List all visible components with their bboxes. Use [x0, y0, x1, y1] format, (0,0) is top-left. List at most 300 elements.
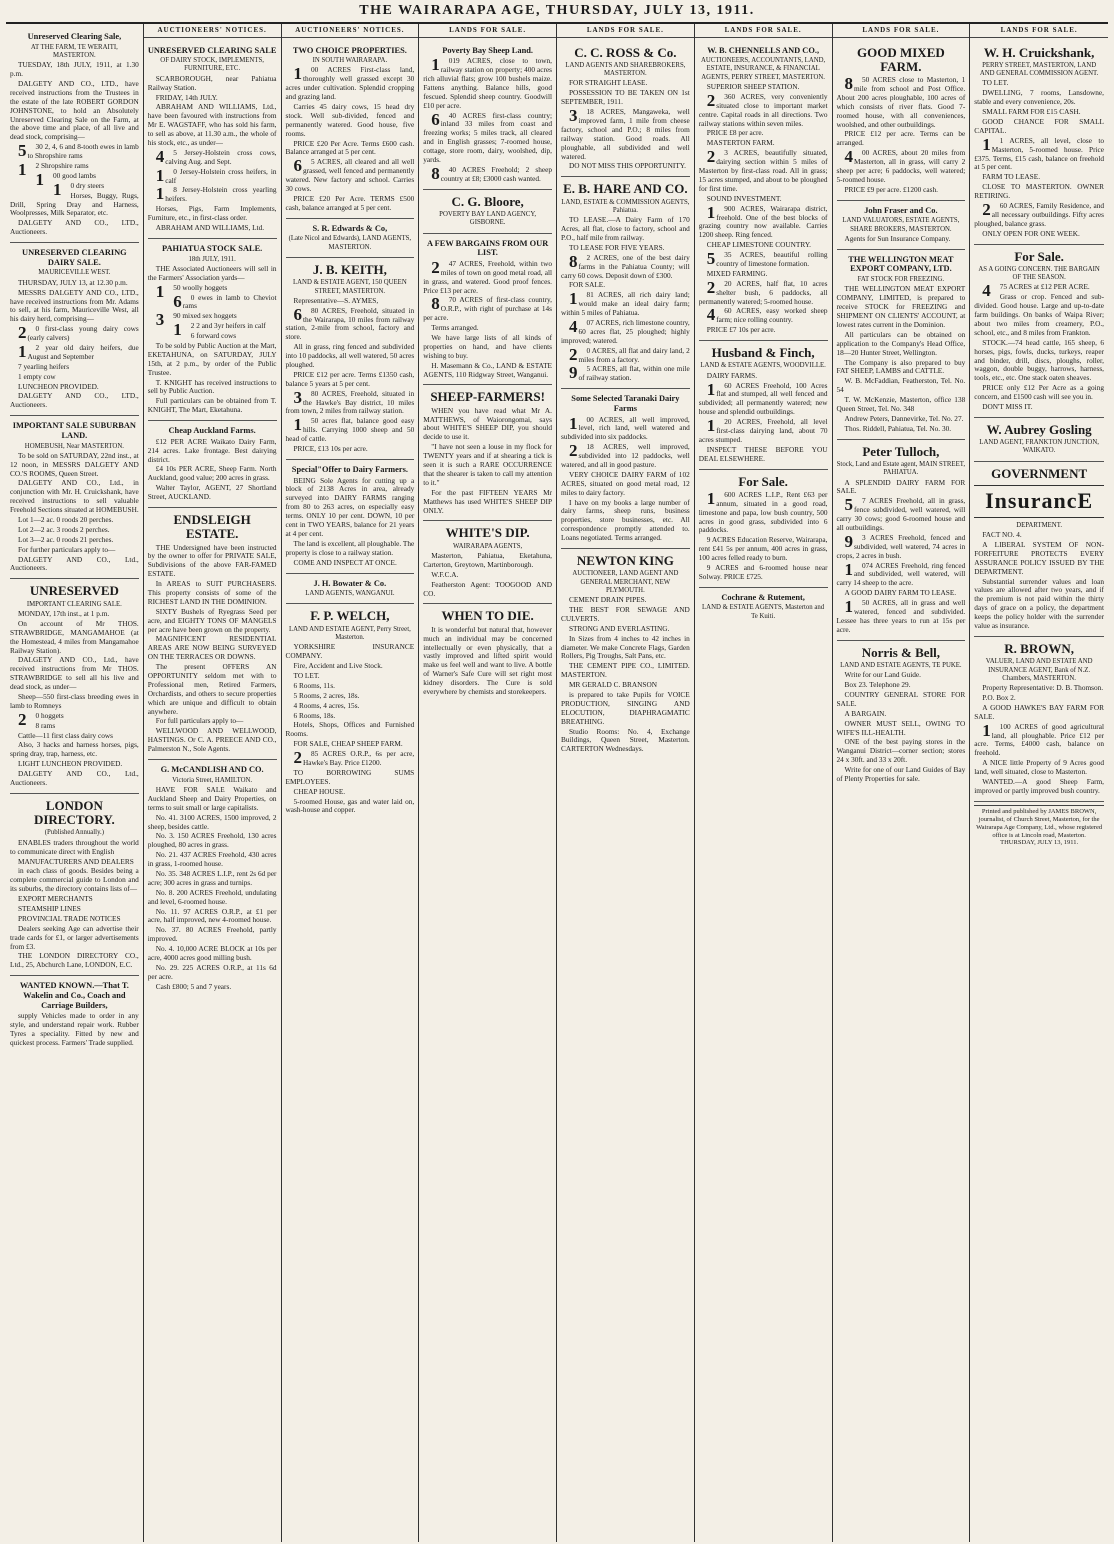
ad-text-line: MONDAY, 17th inst., at 1 p.m.: [18, 608, 110, 618]
ad-text-line: ONE of the best paying stores in the Wanganui District—corner section; stores 24 x 30ft. and 33 x 20ft.: [836, 737, 966, 765]
ad-text-line: Write for one of our Land Guides of Bay of Plenty Properties for sale.: [836, 765, 966, 784]
ad-text-line: 2360 ACRES, very conveniently situated close to important market centre. Capital roads in all directions. Two railway stations within seven miles.: [698, 90, 828, 128]
ad-text-line: Horses, Pigs, Farm Implements, Furniture, etc., in first-class order.: [147, 204, 277, 223]
ad-text-line: DWELLING, 7 rooms, Lansdowne, stable and every convenience, 20s.: [974, 88, 1104, 107]
ad-text-line: FACT NO. 4.: [982, 530, 1022, 540]
ad-text-line: The present OFFERS AN OPPORTUNITY seldom met with to Professional men, Retired Farmers, Orchardists, and others to secure properties which are unique and difficult to obtain anywhere.: [147, 662, 277, 716]
ad-headline: G. McCANDLISH AND CO.: [160, 765, 264, 775]
ad-text-line: THURSDAY, JULY 13, at 12.30 p.m.: [18, 277, 128, 287]
section-header: LANDS FOR SALE.: [419, 25, 556, 38]
ad-text-line: Studio Rooms: No. 4, Exchange Buildings, Queen Street, Masterton. CARTERTON Wednesdays.: [561, 726, 690, 754]
ad-text-line: 82 ACRES, one of the best dairy farms in the Pahiatua County; will carry 60 cows. Deposit down of £300.: [561, 251, 690, 280]
ad-text-line: 640 ACRES first-class country; inland 33 miles from coast and freezing works; 5 miles track, all cleared and in English grasses; 7-roomed house, cottage, store room, dairy, woolshed, dip, yards.: [423, 109, 552, 164]
ad-text-line: T. KNIGHT has received instructions to sell by Public Auction.: [147, 377, 277, 396]
ad-text-line: Property Representative: D. B. Thomson.: [982, 683, 1104, 693]
ad-text-line: "I have not seen a louse in my flock for TWENTY years and if at shearing a tick is seen it is such a RARE OCCURRENCE that the shearer is taken to call my attention to it.": [423, 442, 552, 487]
section-header: LANDS FOR SALE.: [695, 25, 832, 38]
ad-text-line: No. 29. 225 ACRES O.R.P., at 11s 6d per acre.: [147, 962, 277, 981]
ad-text-line: POSSESSION TO BE TAKEN ON 1st SEPTEMBER, 1911.: [561, 88, 690, 107]
ad-text-line: Lot 1—2 ac. 0 roods 20 perches.: [18, 515, 114, 525]
ad-text-line: 8 rams: [35, 720, 56, 730]
advertisement: [974, 462, 1104, 637]
ad-text-line: 12 year old dairy heifers, due August and September: [18, 341, 139, 361]
ad-text-line: All in grass, ring fenced and subdivided into 10 paddocks, all well watered, 50 acres ploughed.: [285, 342, 415, 370]
ad-text-line: DAIRY FARMS.: [706, 370, 758, 380]
ad-text-line: No. 41. 3100 ACRES, 1500 improved, 2 sheep, besides cattle.: [147, 812, 277, 831]
ad-text-line: MAGNIFICENT RESIDENTIAL AREAS ARE NOW BEING SURVEYED ON THE TERRACES OR DOWNS.: [147, 634, 277, 662]
advertisement: [974, 418, 1104, 462]
ad-text-line: INSPECT THESE BEFORE YOU DEAL ELSEWHERE.: [698, 444, 828, 463]
ad-text-line: ABRAHAM AND WILLIAMS, Ltd., have been favoured with instructions from Mr E. WAGSTAFF, who has sold his farm, to sell as above, at 11.30 a.m., the whole of his stock, etc., as under—: [147, 102, 277, 147]
ad-subheading: VALUER, LAND AND ESTATE AND INSURANCE AGENT, Bank of N.Z. Chambers, MASTERTON.: [985, 658, 1093, 682]
ad-text-line: STEAMSHIP LINES: [18, 903, 81, 913]
ad-text-line: 1074 ACRES Freehold, ring fenced and subdivided, well watered, will carry 14 sheep to the acre.: [836, 559, 966, 588]
ad-text-line: £12 PER ACRE Waikato Dairy Farm, 214 acres. Lake frontage. Best dairying district.: [147, 436, 277, 464]
ad-text-line: In Sizes from 4 inches to 42 inches in diameter. We make Concrete Flags, Garden Rollers, Pig Troughs, Salt Pans, etc.: [561, 633, 690, 661]
advertisement: [974, 245, 1104, 418]
ad-text-line: Grass or crop. Fenced and sub-divided. Good house. Large and up-to-date farm buildings. On banks of Waipa River; about two miles from creamery, P.O., school, etc., and 8 miles from Frankton.: [974, 292, 1104, 337]
ad-text-line: MIXED FARMING.: [706, 268, 768, 278]
ad-text-line: 20 hoggets: [18, 709, 64, 729]
ad-text-line: P.O. Box 2.: [982, 692, 1016, 702]
ad-headline: LONDON DIRECTORY.: [33, 797, 115, 828]
advertisement: [148, 41, 277, 239]
ad-text-line: 6 forward cows: [190, 331, 237, 341]
ad-text-line: 20 first-class young dairy cows (early calvers): [18, 323, 139, 343]
ad-text-line: TO LET.: [293, 670, 320, 680]
advertisement: [286, 258, 415, 460]
ad-text-line: No. 21. 437 ACRES Freehold, 430 acres in grass, 1-roomed house.: [147, 850, 277, 869]
ad-text-line: 285 ACRES O.R.P., 6s per acre, Hawke's Bay. Price £1200.: [293, 748, 415, 768]
ad-text-line: 120 ACRES, Freehold, all level first-class dairying land, about 70 acres stumped.: [698, 416, 828, 444]
ad-text-line: 1900 ACRES, Wairarapa district, freehold. One of the best blocks of grazing country now available. Carries 1200 sheep. Ring fenced.: [698, 202, 828, 240]
advertisement: [423, 521, 552, 604]
ad-text-line: 220 ACRES, half flat, 10 acres shelter bush, 6 paddocks, all permanently watered; 5-roomed house.: [698, 277, 828, 306]
ad-text-line: 1019 ACRES, close to town, railway station on property; 400 acres rich alluvial flats; grow 100 bushels maize. Fattens anything. Balance hills, good fescued. Splendid sheep country. Goodwill £10 per acre.: [423, 55, 552, 110]
ad-headline: Cochrane & Rutement,: [721, 592, 805, 602]
ad-headline: NEWTON KING: [576, 552, 674, 568]
ad-text-line: TUESDAY, 18th JULY, 1911, at 1.30 p.m.: [10, 60, 139, 79]
ad-text-line: MESSRS DALGETY AND CO., LTD., have received instructions from Mr. Adams to sell, at his farm, Mauriceville West, all his dairy herd, comprising—: [10, 287, 139, 324]
ad-subheading: MAURICEVILLE WEST.: [38, 269, 111, 277]
ad-text-line: supply Vehicles made to order in any style, and understand repair work. Rubber Tyres a speciality. Fitted by new and quickest process. Farmers' Trade supplied.: [10, 1011, 139, 1047]
ad-text-line: 12 2 and 3yr heifers in calf: [173, 320, 266, 340]
ad-headline: For Sale.: [738, 473, 788, 489]
ad-headline: Husband & Finch,: [711, 345, 815, 361]
ad-headline: GOVERNMENT: [991, 465, 1088, 481]
advertisement: [10, 794, 139, 976]
ad-text-line: WANTED.—A good Sheep Farm, improved or partly improved bush country.: [974, 776, 1104, 795]
ad-subheading: LAND AGENT, FRANKTON JUNCTION, WAIKATO.: [979, 439, 1099, 455]
ad-text-line: 318 ACRES, Mangaweka, well improved farm, 1 mile from cheese factory, school and P.O.; 8 miles from railway station. Good roads. All ploughable, all subdivided and well watered.: [561, 106, 690, 161]
ad-text-line: Substantial surrender values and loan values are allowed after two years, and if the premium is not paid within the thirty days of grace on a policy, the department keeps the policy holder with the surrender value as insurance.: [974, 576, 1104, 631]
advertisement: [148, 239, 277, 421]
ad-headline: SHEEP-FARMERS!: [430, 389, 545, 405]
advertisement: [148, 421, 277, 508]
ad-text-line: PRICE £12 per acre. Terms can be arranged.: [836, 129, 966, 148]
section-header: LANDS FOR SALE.: [833, 25, 970, 38]
ad-headline: Unreserved Clearing Sale,: [27, 32, 122, 41]
ad-text-line: Cattle—11 first class dairy cows: [18, 730, 113, 740]
ad-text-line: A GOOD DAIRY FARM TO LEASE.: [844, 588, 957, 598]
ad-text-line: No. 11. 97 ACRES O.R.P., at £1 per acre, half improved, new 4-roomed house.: [147, 906, 277, 925]
ad-text-line: W. B. McFaddian, Featherston, Tel. No. 54: [836, 376, 966, 395]
ad-text-line: WELLWOOD AND WELLWOOD, HASTINGS. Or C. A. PREECE AND CO., Palmerston N., Sole Agents.: [147, 726, 277, 754]
ad-subheading: LAND & ESTATE AGENTS, WOODVILLE.: [700, 362, 826, 370]
ad-text-line: 390 mixed sex hoggets: [155, 310, 237, 330]
ad-text-line: 460 ACRES, easy worked sheep farm; nice rolling country.: [706, 305, 828, 325]
ad-text-line: 100 ACRES, all well improved, level, rich land, well watered and subdivided into six paddocks.: [561, 413, 690, 442]
ad-subheading: (Late Nicol and Edwards), LAND AGENTS, MASTERTON.: [288, 235, 412, 251]
ad-headline: R. BROWN,: [1004, 640, 1074, 656]
ad-headline: Peter Tulloch,: [862, 443, 940, 459]
ad-text-line: HAVE FOR SALE Waikato and Auckland Sheep and Dairy Properties, on terms to suit small or large capitalists.: [147, 784, 277, 812]
ad-text-line: Also, 3 hacks and harness horses, pigs, spring dray, trap, harness, etc.: [10, 740, 139, 759]
ad-text-line: FOR SALE.: [569, 280, 606, 290]
ad-text-line: W.F.C.A.: [431, 569, 459, 579]
ad-text-line: FOR SALE, CHEAP SHEEP FARM.: [293, 739, 403, 749]
ad-text-line: Lot 3—2 ac. 0 roods 21 perches.: [18, 534, 114, 544]
advertisement: [974, 41, 1104, 245]
ad-text-line: TO LEASE.—A Dairy Farm of 170 Acres, all flat, close to factory, school and P.O., half mile from railway.: [561, 215, 690, 242]
ad-text-line: 407 ACRES, rich limestone country, 60 acres flat, 25 ploughed; highly improved; watered.: [561, 316, 690, 345]
ad-text-line: LUNCHEON PROVIDED.: [18, 381, 99, 391]
section-header: LANDS FOR SALE.: [970, 25, 1108, 38]
ad-text-line: To be sold by Public Auction at the Mart, EKETAHUNA, on SATURDAY, JULY 15th, at 2 p.m., by order of the Public Trustee.: [147, 340, 277, 377]
ad-subheading: LAND, ESTATE & COMMISSION AGENTS, Pahiatua.: [561, 198, 690, 214]
advertisement: [837, 440, 966, 641]
advertisement: [561, 41, 690, 178]
ad-text-line: 4 Rooms, 4 acres, 15s.: [293, 700, 360, 710]
ad-text-line: No. 3. 150 ACRES Freehold, 130 acres ploughed, 80 acres in grass.: [147, 831, 277, 850]
ad-text-line: LIGHT LUNCHEON PROVIDED.: [18, 759, 123, 769]
ad-text-line: ABRAHAM AND WILLIAMS, Ltd.: [155, 223, 265, 232]
ad-text-line: SOUND INVESTMENT.: [706, 193, 782, 203]
ad-text-line: 850 ACRES close to Masterton, 1 mile from school and Post Office. About 200 acres ploughable, 100 acres of which consists of river flats. Good 7-roomed house, with all conveniences, woolshed, and other outbuildings.: [836, 74, 966, 129]
printer-imprint: Printed and published by JAMES BROWN, journalist, of Church Street, Masterton, for the Wairarapa Age Company, Ltd., whose registered office is at Lincoln road, Masterton. THURSDAY, JULY 13, 1911.: [974, 805, 1104, 848]
advertisement: [699, 341, 828, 469]
ad-text-line: in each class of goods. Besides being a complete commercial guide to London and its suburbs, the directory contains lists of—: [10, 866, 139, 894]
ad-subheading: LAND VALUATORS, ESTATE AGENTS, SHARE BROKERS, MASTERTON.: [842, 217, 960, 233]
ad-text-line: 1 empty cow: [18, 371, 56, 381]
ad-text-line: 247 ACRES, Freehold, within two miles of town on good metal road, all in grass, and watered. Good proof fences. Price £13 per acre.: [423, 257, 552, 295]
ad-text-line: DALGETY AND CO., Ltd., in conjunction with Mr. H. Cruickshank, have received instructions to sell valuable Freehold Sections situated at HOMEBUSH.: [10, 478, 139, 515]
advertisement: [286, 219, 415, 258]
ad-headline: WHITE'S DIP.: [445, 525, 530, 541]
advertisement: [10, 416, 139, 579]
ad-text-line: 870 ACRES of first-class country, O.R.P., with right of purchase at 14s per acre.: [423, 294, 552, 323]
ad-text-line: 5-roomed House, gas and water laid on, wash-house and copper.: [285, 796, 415, 815]
advertisement: [286, 604, 415, 820]
ad-text-line: Box 23. Telephone 29.: [844, 680, 911, 690]
ad-subheading: WAIRARAPA AGENTS,: [453, 542, 523, 550]
ad-text-line: DALGETY AND CO., LTD., Auctioneers.: [10, 218, 139, 237]
ad-subheading: LAND AND ESTATE AGENTS, TE PUKE.: [840, 661, 962, 669]
ad-text-line: OWNER MUST SELL, OWING TO WIFE'S ILL-HEALTH.: [836, 718, 966, 737]
ad-text-line: TO LET.: [982, 78, 1009, 88]
ad-subheading: PERRY STREET, MASTERTON, LAND AND GENERAL COMMISSION AGENT.: [979, 61, 1099, 78]
ad-text-line: THE BEST FOR SEWAGE AND CULVERTS.: [561, 605, 690, 623]
ad-text-line: 10 dry steers: [53, 179, 105, 199]
ad-subheading: LAND AND ESTATE AGENT, Perry Street, Masterton.: [288, 625, 411, 642]
section-header: AUCTIONEERS' NOTICES.: [282, 25, 419, 38]
ad-text-line: DALGETY AND CO., LTD., have received instructions from the Trustees in the estate of the late ROBERT GORDON JOHNSTONE, to hold an Absolutely Unreserved Clearing Sale on the Farm, at the above time and place, of all live and dead stock, comprising—: [10, 79, 139, 142]
ad-text-line: BEING Sole Agents for cutting up a block of 2138 Acres in area, already surveyed into DAIRY FARMS ranging from 80 to 263 acres, on especially easy terms. ONLY 10 per cent. DOWN, 10 per cent in TWO YEARS, balance for 21 years at 4 per cent.: [285, 475, 415, 538]
ad-headline: GOOD MIXED FARM.: [857, 44, 945, 74]
ad-text-line: Dealers seeking Age can advertise their trade cards for £1, or larger advertisements from £3.: [10, 923, 139, 951]
ad-text-line: 95 ACRES, all flat, within one mile of railway station.: [569, 363, 690, 383]
ad-headline: A FEW BARGAINS FROM OUR LIST.: [426, 238, 549, 258]
ad-text-line: 5 Rooms, 2 acres, 18s.: [293, 690, 360, 700]
ad-text-line: PRICE £7 10s per acre.: [706, 325, 776, 335]
ad-text-line: No. 37. 80 ACRES Freehold, partly improved.: [147, 925, 277, 944]
ad-text-line: 23 ACRES, beautifully situated, dairying section within 5 miles of Masterton by first-class road. All in grass; 15 acres stumped, and about to be ploughed for first time.: [698, 147, 828, 193]
ad-text-line: To be sold on SATURDAY, 22nd inst., at 12 noon, in MESSRS DALGETY AND CO.'S ROOMS, Queen Street.: [10, 450, 139, 478]
ad-headline: W. Aubrey Gosling: [986, 421, 1092, 437]
ad-text-line: DO NOT MISS THIS OPPORTUNITY.: [569, 161, 686, 171]
advertisement: [974, 637, 1104, 802]
ad-text-line: A SPLENDID DAIRY FARM FOR SALE.: [836, 477, 966, 496]
ad-text-line: No. 35. 348 ACRES L.I.P., rent 2s 6d per acre; 300 acres in grass and turnips.: [147, 869, 277, 887]
advertisement: [837, 41, 966, 201]
ad-text-line: 218 ACRES, well improved, subdivided into 12 paddocks, well watered, and all in good pasture.: [561, 441, 690, 469]
ad-subheading: FAT STOCK FOR FREEZING.: [857, 276, 945, 284]
ad-text-line: DALGETY AND CO., Ltd., Auctioneers.: [10, 769, 139, 787]
ad-headline: For Sale.: [1014, 248, 1064, 264]
ad-text-line: EXPORT MERCHANTS: [18, 894, 93, 904]
column-4: [419, 24, 557, 1542]
ad-text-line: Sheep—550 first-class breeding ewes in lamb to Romneys: [10, 691, 139, 710]
ad-text-line: 1100 ACRES of good agricultural land, all ploughable. Price £12 per acre. Terms, £4000 cash, balance on freehold.: [974, 720, 1104, 758]
ad-text-line: SCARBOROUGH, near Pahiatua Railway Station.: [147, 73, 277, 92]
ad-subheading: (Published Annually.): [44, 829, 104, 837]
ad-text-line: MANUFACTURERS AND DEALERS: [18, 856, 134, 866]
ad-headline: UNRESERVED CLEARING SALE: [147, 45, 277, 55]
ad-text-line: 260 ACRES, Family Residence, and all necessary outbuildings. Fifty acres ploughed, balance grass.: [974, 199, 1104, 228]
ad-headline: C. C. ROSS & Co.: [574, 44, 677, 60]
ad-headline: IMPORTANT SALE SUBURBAN LAND.: [12, 421, 136, 440]
ad-text-line: 1600 ACRES L.I.P., Rent £63 per annum, situated in a good road, limestone and papa, low bush country, 500 acres in good grass, subdivided into 6 paddocks.: [698, 488, 828, 535]
ad-text-line: MR GERALD C. BRANSON: [569, 680, 657, 690]
ad-text-line: It is wonderful but natural that, however much an individual may be concerned intellectually or even physically, that a vastly improved and lifted spirit would make us feel well and want to live. A bottle of Warner's Safe Cure will set right most kidney disorders. The Cure is sold everywhere by chemists and storekeepers.: [423, 624, 552, 696]
ad-text-line: 680 ACRES, Freehold, situated in the Wairarapa, 10 miles from railway station, 2-mile from school, factory and store.: [285, 304, 415, 342]
ad-text-line: 150 woolly hoggets: [155, 281, 228, 301]
ad-text-line: 100 ACRES First-class land, thoroughly well grassed except 30 acres under cultivation. Splendid cropping and grazing land.: [285, 64, 415, 102]
ad-subheading: DEPARTMENT.: [1016, 521, 1063, 529]
ad-headline: J. B. KEITH,: [312, 261, 387, 277]
ad-headline: C. G. Bloore,: [451, 193, 524, 209]
ad-text-line: A GOOD HAWKE'S BAY FARM FOR SALE.: [974, 702, 1104, 721]
ad-text-line: FARM TO LEASE.: [982, 172, 1041, 182]
ad-text-line: Cash £800; 5 and 7 years.: [155, 981, 232, 991]
ad-text-line: WHEN you have read what Mr A. MATTHEWS, of Waiorongomai, says about WHITE'S SHEEP DIP, you should decide to use it.: [423, 405, 552, 442]
ad-text-line: FOR STRAIGHT LEASE.: [569, 78, 648, 88]
column-2: [144, 24, 282, 1542]
ad-text-line: PRICE £8 per acre.: [706, 128, 764, 138]
ad-headline: J. H. Bowater & Co.: [313, 578, 387, 588]
ad-text-line: SIXTY Bushels of Ryegrass Seed per acre, and EIGHTY TONS OF MANGELS per acre have been grown on the property.: [147, 606, 277, 634]
ad-subheading: AT THE FARM, TE WERAITI, MASTERTON.: [30, 43, 118, 59]
ad-text-line: THE Undersigned have been instructed by the owner to offer for PRIVATE SALE, Subdivisions of the above FAR-FAMED ESTATE.: [147, 542, 277, 579]
ad-text-line: 93 ACRES Freehold, fenced and subdivided, well watered, 74 acres in crops, 2 acres in bush.: [836, 531, 966, 560]
advertisement: [423, 604, 552, 701]
ad-subheading: LAND AGENTS AND SHAREBROKERS, MASTERTON.: [565, 61, 686, 78]
ad-headline: W. H. Cruickshank,: [983, 44, 1095, 60]
ad-text-line: The Company is also prepared to buy FAT SHEEP, LAMBS and CATTLE.: [836, 357, 966, 376]
ad-subheading: AS A GOING CONCERN. THE BARGAIN OF THE SEASON.: [978, 265, 1100, 282]
ad-text-line: Masterton, Pahiatua, Eketahuna, Carterton, Greytown, Martinborough.: [423, 550, 552, 569]
advertisement: [423, 385, 552, 521]
ad-text-line: 160 ACRES Freehold, 100 Acres flat and stumped, all well fenced and subdivided; all permanently watered; new house and splendid outbuildings.: [698, 379, 828, 417]
column-3: [282, 24, 420, 1542]
advertisement: [561, 177, 690, 389]
ad-text-line: PRICE only £12 Per Acre as a going concern, and £1500 cash will see you in.: [974, 383, 1104, 402]
ad-text-line: No. 4. 10,000 ACRE BLOCK at 10s per acre, 4000 acres good milling bush.: [147, 944, 277, 963]
ad-text-line: 57 ACRES Freehold, all in grass, fence subdivided, well watered, will carry 30 cows; good 6-roomed house and all outbuildings.: [836, 495, 966, 532]
ad-text-line: TO LEASE FOR FIVE YEARS.: [569, 242, 665, 252]
advertisement: [148, 760, 277, 997]
ad-text-line: PROVINCIAL TRADE NOTICES: [18, 913, 121, 923]
ad-text-line: For full particulars apply to—: [155, 716, 244, 726]
ad-text-line: On account of Mr THOS. STRAWBRIDGE, MANGAMAHOE (at the Homestead, 4 miles from Mangamahoe Railway Station).: [10, 618, 139, 655]
column-5: [557, 24, 695, 1542]
ad-subheading: IMPORTANT CLEARING SALE.: [26, 600, 122, 608]
ad-subheading: AUCTIONEER, LAND AGENT AND GENERAL MERCHANT, NEW PLYMOUTH.: [572, 570, 679, 594]
ad-text-line: 18 Jersey-Holstein cross yearling heifers.: [155, 184, 277, 204]
ad-text-line: Carries 45 dairy cows, 15 head dry stock. Well sub-divided, fenced and permanently watered. Good house, five rooms.: [285, 102, 415, 138]
columns-container: [6, 24, 1108, 1542]
ad-text-line: Lot 2—2 ac. 3 roods 2 perches.: [18, 524, 110, 534]
ad-text-line: DALGETY AND CO., LTD., Auctioneers.: [10, 391, 139, 410]
ad-text-line: Write for our Land Guide.: [844, 670, 921, 680]
ad-text-line: £4 10s PER ACRE, Sheep Farm. North Auckland, good value; 200 acres in grass.: [147, 464, 277, 483]
advertisement: [699, 41, 828, 342]
ad-headline: WANTED KNOWN.—That T. Wakelin and Co., Coach and Carriage Builders,: [19, 981, 129, 1010]
ad-subheading: LAND AGENTS, WANGANUI.: [305, 590, 395, 598]
ad-text-line: 181 ACRES, all rich dairy land; would make an ideal dairy farm; within 5 miles of Pahiatua.: [561, 289, 690, 318]
ad-headline: ENDSLEIGH ESTATE.: [173, 511, 251, 542]
ad-text-line: All particulars can be obtained on application to the Company's Head Office, 18—20 Hunter Street, Wellington.: [836, 329, 966, 357]
advertisement: [699, 588, 828, 626]
ad-text-line: CHEAP HOUSE.: [293, 786, 346, 796]
ad-text-line: 840 ACRES Freehold; 2 sheep country at £8; £3000 cash wanted.: [431, 163, 552, 183]
ad-text-line: 45 Jersey-Holstein cross cows, calving Aug. and Sept.: [155, 146, 277, 166]
ad-headline: Poverty Bay Sheep Land.: [442, 45, 533, 55]
ad-text-line: SMALL FARM FOR £15 CASH.: [982, 107, 1081, 117]
ad-text-line: A NICE little Property of 9 Acres good land, well situated, close to Masterton.: [974, 758, 1104, 777]
advertisement: [423, 41, 552, 190]
ad-text-line: THE Associated Auctioneers will sell in the Farmers' Association yards—: [147, 263, 277, 282]
ad-text-line: 9 ACRES Education Reserve, Wairarapa, rent £41 5s per annum, 400 acres in grass, 100 acres felled ready to burn.: [698, 535, 828, 563]
advertisement: [10, 579, 139, 794]
masthead: [6, 0, 1108, 24]
ad-text-line: THE LONDON DIRECTORY CO., Ltd., 25, Abchurch Lane, LONDON, E.C.: [10, 951, 139, 970]
ad-text-line: ENABLES traders throughout the world to communicate direct with English: [10, 837, 139, 856]
ad-text-line: 12 Shropshire rams: [18, 160, 89, 180]
ad-text-line: 6 Rooms, 11s.: [293, 680, 335, 690]
ad-text-line: Representative—S. AYMES,: [293, 295, 379, 305]
ad-text-line: 475 ACRES at £12 PER ACRE.: [982, 281, 1090, 301]
ad-text-line: 60 ewes in lamb to Cheviot rams: [173, 291, 277, 311]
ad-text-line: No. 8. 200 ACRES Freehold, undulating and level, 6-roomed house.: [147, 887, 277, 906]
ad-headline: Some Selected Taranaki Dairy Farms: [571, 394, 680, 413]
ad-text-line: 10 Jersey-Holstein cross heifers, in calf: [155, 165, 277, 185]
ad-text-line: DALGETY AND CO., Ltd., Auctioneers.: [10, 554, 139, 573]
ad-text-line: VERY CHOICE DAIRY FARM of 102 ACRES, situated on good metal road, 12 miles to dairy factory.: [561, 469, 690, 497]
masthead-title: THE WAIRARAPA AGE, THURSDAY, JULY 13, 1911.: [359, 3, 755, 18]
column-6: [695, 24, 833, 1542]
advertisement: [10, 27, 139, 243]
ad-text-line: 380 ACRES, Freehold, situated in the Hawke's Bay district, 10 miles from town, 2 miles from railway station.: [285, 387, 415, 416]
ad-text-line: Agents for Sun Insurance Company.: [844, 233, 951, 243]
section-header: AUCTIONEERS' NOTICES.: [144, 25, 281, 38]
ad-subheading: IN SOUTH WAIRARAPA.: [312, 57, 388, 65]
ad-headline: TWO CHOICE PROPERTIES.: [292, 45, 407, 55]
column-7: [833, 24, 971, 1542]
insurance-banner: InsurancE: [974, 485, 1104, 518]
ad-headline: PAHIATUA STOCK SALE.: [161, 243, 263, 253]
ad-text-line: Terms arranged.: [431, 323, 479, 333]
ad-text-line: CLOSE TO MASTERTON. OWNER RETIRING.: [974, 182, 1104, 201]
ad-text-line: 400 ACRES, about 20 miles from Masterton, all in grass, will carry 2 sheep per acre; 6 paddocks, well watered; 5-roomed house.: [836, 147, 966, 184]
ad-headline: John Fraser and Co.: [864, 205, 938, 215]
column-1: [6, 24, 144, 1542]
ad-text-line: Featherston Agent: TOOGOOD AND CO.: [423, 579, 552, 598]
ad-headline: S. R. Edwards & Co,: [312, 223, 388, 233]
ad-text-line: FRIDAY, 14th JULY.: [155, 92, 218, 102]
ad-text-line: is prepared to take Pupils for VOICE PRODUCTION, SINGING AND ELOCUTION, DIAPHRAGMATIC BREATHING.: [561, 690, 690, 726]
advertisement: [561, 389, 690, 549]
ad-subheading: HOMEBUSH, Near MASTERTON.: [24, 442, 124, 450]
ad-headline: WHEN TO DIE.: [441, 608, 534, 624]
ad-text-line: Hotels, Shops, Offices and Furnished Rooms.: [285, 720, 415, 739]
ad-text-line: GOOD CHANCE FOR SMALL CAPITAL.: [974, 116, 1104, 135]
ad-text-line: COME AND INSPECT AT ONCE.: [293, 557, 397, 567]
ad-text-line: T. W. McKenzie, Masterton, office 138 Queen Street, Tel. No. 348: [836, 395, 966, 413]
ad-text-line: TO BORROWING SUMS EMPLOYEES.: [285, 767, 415, 786]
ad-text-line: In AREAS to SUIT PURCHASERS. This property consists of some of the RICHEST LAND IN THE DOMINION.: [147, 579, 277, 606]
ad-text-line: Walter Taylor, AGENT, 27 Shortland Street, AUCKLAND.: [147, 483, 277, 502]
advertisement: [286, 460, 415, 574]
ad-subheading: Stock, Land and Estate agent, MAIN STREET, PAHIATUA.: [836, 460, 966, 477]
advertisement: [286, 41, 415, 219]
ad-text-line: For further particulars apply to—: [18, 544, 116, 554]
ad-text-line: 100 good lambs: [35, 169, 96, 189]
advertisement: [10, 976, 139, 1053]
ad-text-line: Full particulars can be obtained from T. KNIGHT, The Mart, Eketahuna.: [147, 396, 277, 415]
advertisement: [837, 201, 966, 250]
ad-text-line: Andrew Peters, Dannevirke, Tel. No. 27.: [844, 413, 964, 423]
ad-text-line: 65 ACRES, all cleared and all well grassed, well fenced and permanently watered. New factory and school. Carries 30 cows.: [285, 156, 415, 194]
ad-headline: Cheap Auckland Farms.: [168, 426, 256, 436]
ad-text-line: 20 ACRES, all flat and dairy land, 2 miles from a factory.: [569, 344, 690, 364]
ad-text-line: Thos. Riddell, Pahiatua, Tel. No. 30.: [844, 423, 952, 433]
ad-subheading: LAND & ESTATE AGENTS, Masterton and Te Kuiti.: [702, 604, 825, 620]
ad-text-line: 530 2, 4, 6 and 8-tooth ewes in lamb to Shropshire rams: [18, 141, 139, 161]
ad-text-line: 150 ACRES, all in grass and well watered, fenced and subdivided. Lessee has three years to run at 15s per acre.: [836, 597, 966, 634]
ad-text-line: THE WELLINGTON MEAT EXPORT COMPANY, LIMITED, is prepared to receive STOCK for FREEZING and SHIPMENT ON CLIENTS' ACCOUNT, at lowest rates current in the Dominion.: [836, 284, 966, 329]
ad-text-line: A BARGAIN.: [844, 708, 887, 718]
ad-text-line: 150 acres flat, balance good easy hills. Carrying 1000 sheep and 50 head of cattle.: [285, 415, 415, 444]
ad-text-line: A LIBERAL SYSTEM OF NON-FORFEITURE PROTECTS EVERY ASSURANCE POLICY ISSUED BY THE DEPARTMENT.: [974, 540, 1104, 576]
ad-headline: E. B. HARE AND CO.: [563, 181, 688, 197]
advertisement: [423, 234, 552, 386]
ad-text-line: H. Masemann & Co., LAND & ESTATE AGENTS, 110 Ridgway Street, Wanganui.: [423, 360, 552, 379]
ad-headline: W. B. CHENNELLS AND CO.,: [707, 45, 820, 55]
advertisement: [837, 641, 966, 789]
ad-text-line: For the past FIFTEEN YEARS Mr Matthews has used WHITE'S SHEEP DIP ONLY.: [423, 487, 552, 515]
advertisement: [286, 574, 415, 605]
